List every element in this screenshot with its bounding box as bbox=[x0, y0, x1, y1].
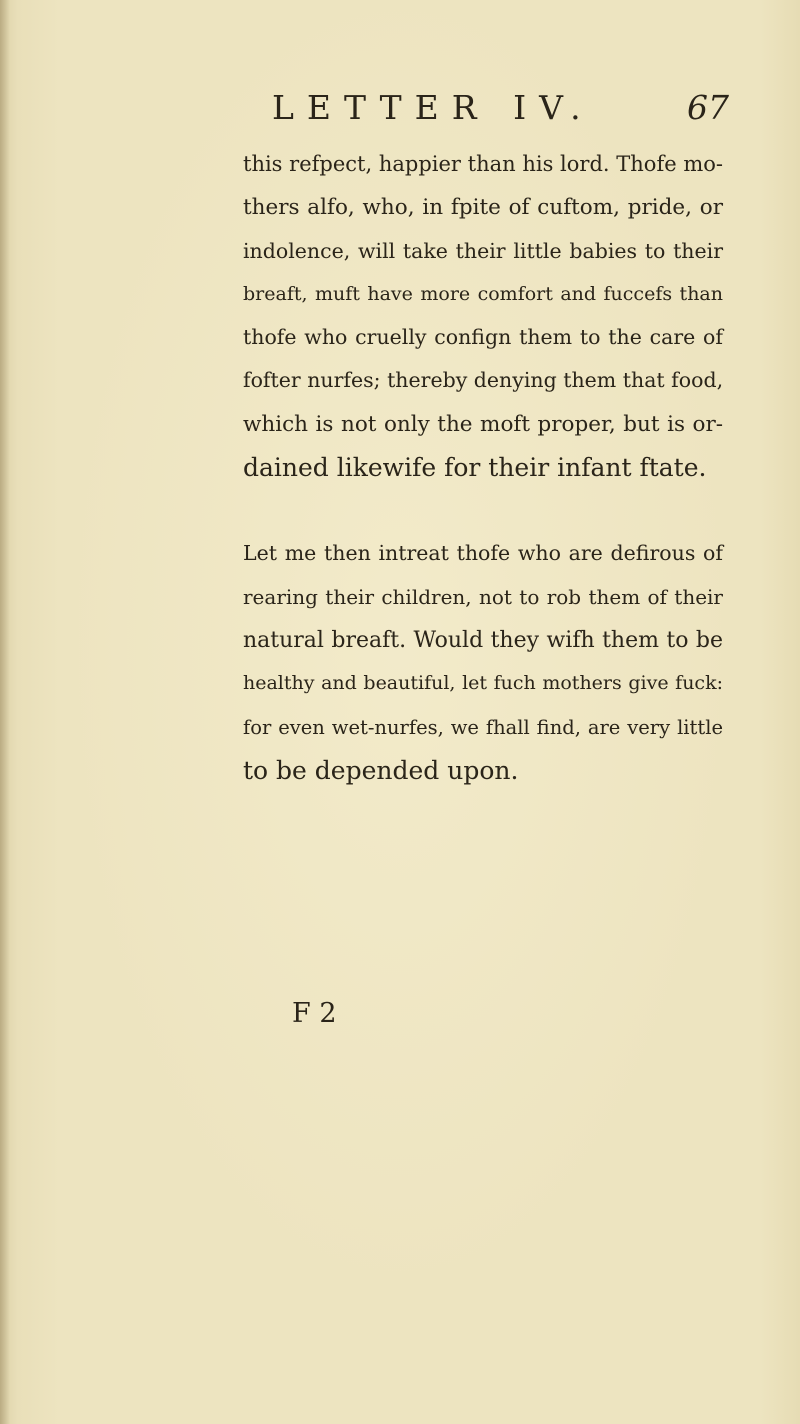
paragraph-1 bbox=[243, 143, 723, 489]
text-line: to be depended upon. bbox=[243, 755, 519, 785]
signature-mark: F 2 bbox=[292, 998, 337, 1029]
text-line: rearing their children, not to rob them of their bbox=[243, 584, 723, 609]
text-line: indolence, will take their little babies to their bbox=[243, 238, 723, 263]
text-line: healthy and beautiful, let fuch mothers give fuck: bbox=[243, 672, 723, 695]
running-title: LETTER IV. bbox=[272, 88, 594, 127]
text-line: for even wet-nurfes, we fhall find, are very little bbox=[243, 715, 723, 739]
text-line: Let me then intreat thofe who are defirous of bbox=[243, 541, 723, 566]
text-line: natural breaft. Would they wifh them to be bbox=[243, 627, 723, 653]
running-head bbox=[0, 88, 800, 138]
text-line: this refpect, happier than his lord. Thofe mo- bbox=[243, 152, 723, 176]
text-line: thofe who cruelly confign them to the care of bbox=[243, 325, 723, 350]
paragraph-break bbox=[243, 489, 723, 532]
text-line: dained likewife for their infant ftate. bbox=[243, 453, 707, 483]
text-line: breaft, muft have more comfort and fuccefs than bbox=[243, 282, 723, 305]
page-number: 67 bbox=[687, 88, 729, 127]
gutter-shadow bbox=[0, 0, 10, 1424]
text-line: which is not only the moft proper, but is or- bbox=[243, 411, 723, 437]
text-line: fofter nurfes; thereby denying them that food, bbox=[243, 368, 724, 393]
paragraph-2 bbox=[243, 532, 723, 792]
text-line: thers alfo, who, in fpite of cuftom, pride, or bbox=[243, 195, 723, 221]
body-text bbox=[243, 143, 723, 792]
